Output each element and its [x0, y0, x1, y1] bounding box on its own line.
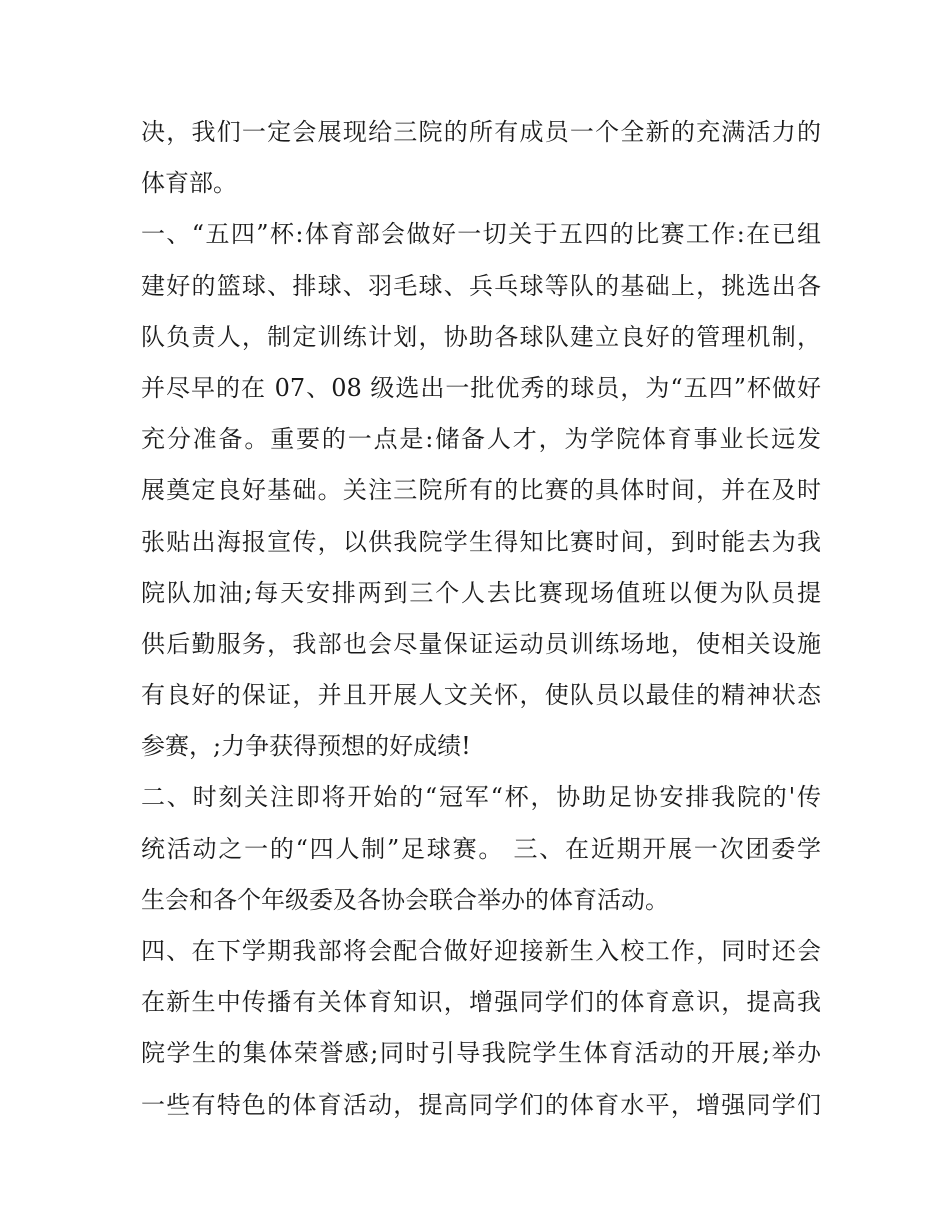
text-line-15: 统活动之一的“四人制”足球赛。 三、在近期开展一次团委学 [141, 834, 821, 863]
text-line-6: 并尽早的在 07、08 级选出一批优秀的球员，为“五四”杯做好 [141, 373, 821, 402]
text-line-1: 决，我们一定会展现给三院的所有成员一个全新的充满活力的 [141, 118, 821, 146]
text-line-5: 队负责人，制定训练计划，协助各球队建立良好的管理机制， [141, 322, 821, 351]
text-line-12: 有良好的保证，并且开展人文关怀，使队员以最佳的精神状态 [141, 681, 821, 710]
text-line-7: 充分准备。重要的一点是:储备人才，为学院体育事业长远发 [141, 425, 821, 454]
body-text [141, 107, 821, 1131]
text-line-3: 一、“五四”杯:体育部会做好一切关于五四的比赛工作:在已组 [141, 220, 821, 249]
text-line-17: 四、在下学期我部将会配合做好迎接新生入校工作，同时还会 [141, 937, 821, 965]
text-line-13: 参赛，;力争获得预想的好成绩! [141, 732, 471, 761]
text-line-2: 体育部。 [141, 169, 237, 198]
text-line-18: 在新生中传播有关体育知识，增强同学们的体育意识，提高我 [141, 988, 821, 1017]
text-line-19: 院学生的集体荣誉感;同时引导我院学生体育活动的开展;举办 [141, 1039, 821, 1068]
text-line-14: 二、时刻关注即将开始的“冠军“杯，协助足协安排我院的'传 [141, 783, 821, 812]
text-line-16: 生会和各个年级委及各协会联合举办的体育活动。 [141, 885, 669, 914]
text-line-20: 一些有特色的体育活动，提高同学们的体育水平，增强同学们 [141, 1090, 821, 1119]
text-line-10: 院队加油;每天安排两到三个人去比赛现场值班以便为队员提 [141, 578, 821, 607]
text-line-9: 张贴出海报宣传，以供我院学生得知比赛时间，到时能去为我 [141, 527, 821, 556]
text-line-8: 展奠定良好基础。关注三院所有的比赛的具体时间，并在及时 [141, 476, 821, 505]
text-line-4: 建好的篮球、排球、羽毛球、兵乓球等队的基础上，挑选出各 [141, 271, 821, 300]
text-line-11: 供后勤服务，我部也会尽量保证运动员训练场地，使相关设施 [141, 629, 821, 658]
